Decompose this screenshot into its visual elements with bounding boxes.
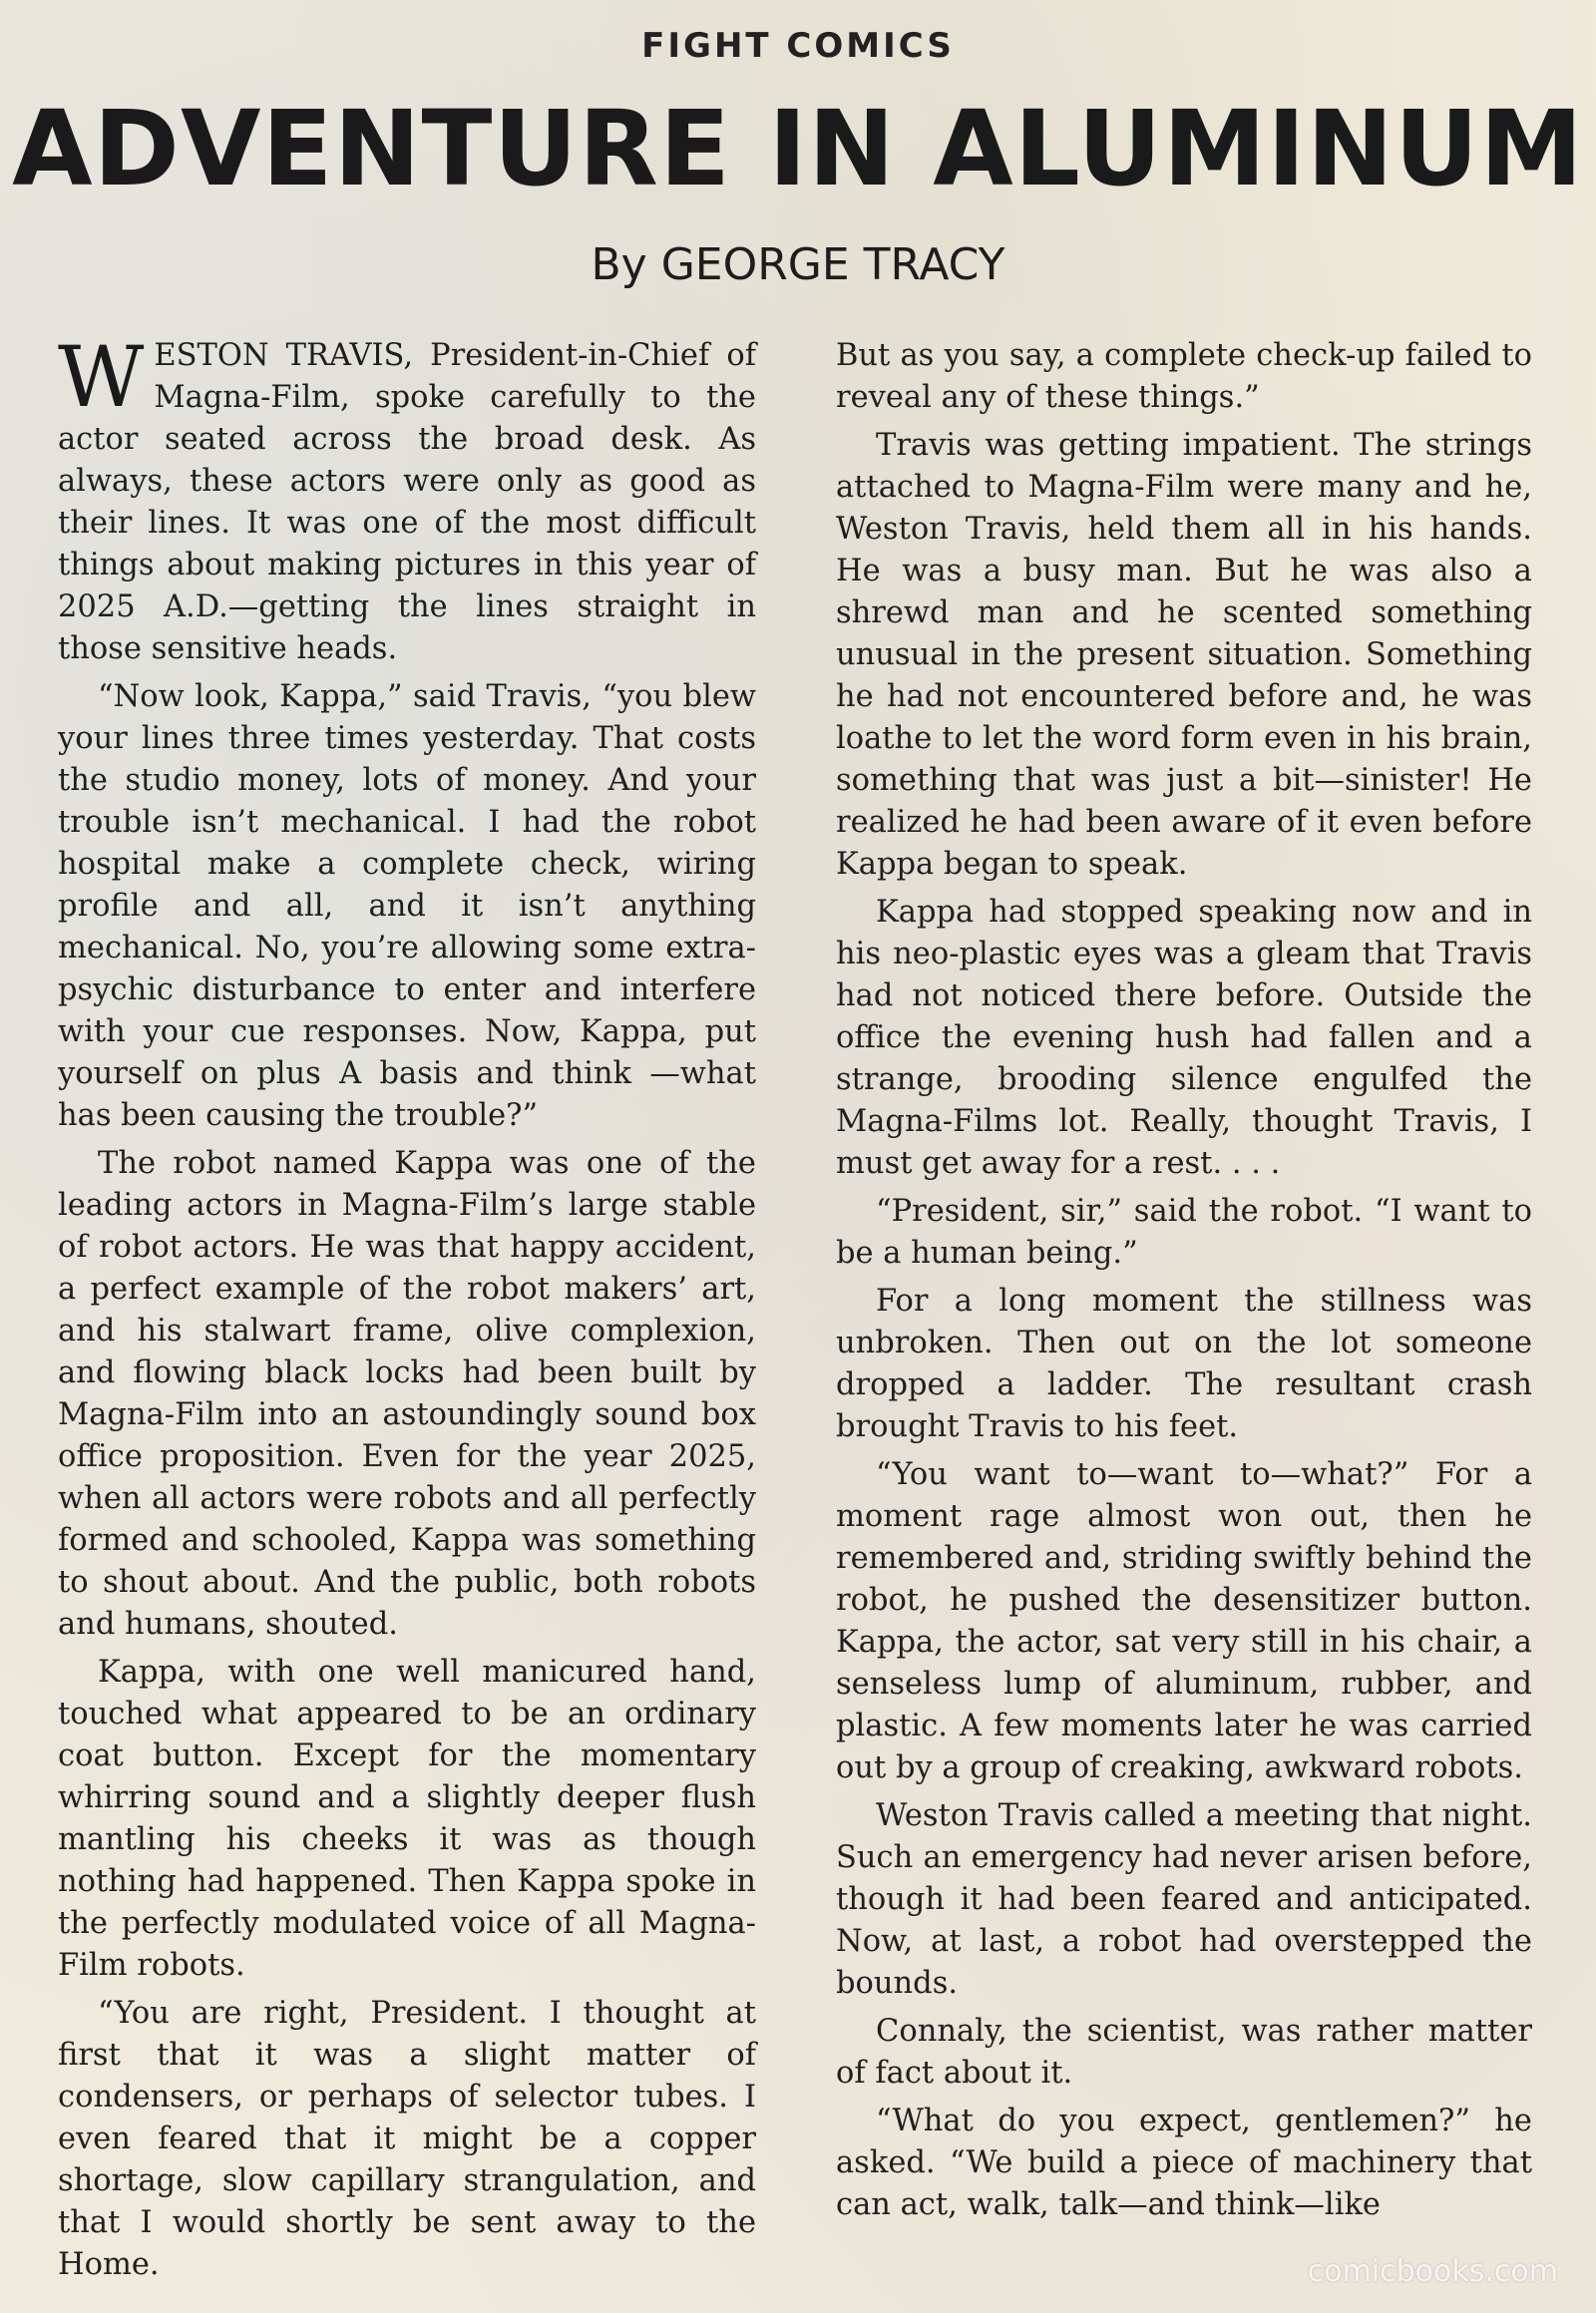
paragraph: For a long moment the stillness was unbroken. Then out on the lot someone dropped a ladder. The resultant crash brought Travis to his feet. [836,1284,1532,1444]
masthead: FIGHT COMICS [641,26,955,66]
paragraph: “Now look, Kappa,” said Travis, “you blew your lines three times yesterday. That costs the studio money, lots of money. And your trouble isn’t mechanical. I had the robot hospital make a complete check, wiring profile and all, and it isn’t anything mechanical. No, you’re allowing some extra-psychic disturbance to enter and interfere with your cue responses. Now, Kappa, put yourself on plus A basis and think —what has been causing the trouble?” [58,679,756,1133]
paragraph: “What do you expect, gentlemen?” he asked. “We build a piece of machinery that can act, walk, talk—and think—like [836,2104,1532,2222]
paragraph: Weston Travis called a meeting that night. Such an emergency had never arisen before, though it had been feared and anticipated. Now, at last, a robot had overstepped the bounds. [836,1798,1532,2001]
paragraph: But as you say, a complete check-up failed to reveal any of these things.” [836,338,1532,415]
paragraph: Kappa had stopped speaking now and in his neo-plastic eyes was a gleam that Travis had not noticed there before. Outside the office the evening hush had fallen and a strange, brooding silence engulfed the Magna-Films lot. Really, thought Travis, I must get away for a rest. . . . [836,895,1532,1181]
paragraph: Kappa, with one well manicured hand, touched what appeared to be an ordinary coat button. Except for the momentary whirring sound and a slightly deeper flush mantling his cheeks it was as though nothing had happened. Then Kappa spoke in the perfectly modulated voice of all Magna-Film robots. [58,1655,756,1983]
paragraph: Connaly, the scientist, was rather matter of fact about it. [836,2014,1532,2091]
left-column [58,328,756,2292]
paragraph: “President, sir,” said the robot. “I want to be a human being.” [836,1194,1532,1271]
paragraph-text: ESTON TRAVIS, President-in-Chief of Magna-Film, spoke carefully to the actor seated across the broad desk. As always, these actors were only as good as their lines. It was one of the most difficult things about making pictures in this year of 2025 A.D.—getting the lines straight in those sensitive heads. [58,338,756,666]
paragraph [58,328,756,670]
paragraph: Travis was getting impatient. The strings attached to Magna-Film were many and he, Weston Travis, held them all in his hands. He was a busy man. But he was also a shrewd man and he scented something unusual in the present situation. Something he had not encountered before and, he was loathe to let the word form even in his brain, something that was just a bit—sinister! He realized he had been aware of it even before Kappa began to speak. [836,428,1532,882]
paragraph: The robot named Kappa was one of the leading actors in Magna-Film’s large stable of robot actors. He was that happy accident, a perfect example of the robot makers’ art, and his stalwart frame, olive complexion, and flowing black locks had been built by Magna-Film into an astoundingly sound box office proposition. Even for the year 2025, when all actors were robots and all perfectly formed and schooled, Kappa was something to shout about. And the public, both robots and humans, shouted. [58,1146,756,1642]
story-title: ADVENTURE IN ALUMINUM [12,88,1584,209]
byline: By GEORGE TRACY [591,239,1005,290]
paragraph: “You are right, President. I thought at first that it was a slight matter of condensers, or perhaps of selector tubes. I even feared that it might be a copper shortage, slow capillary strangulation, and that I would shortly be sent away to the Home. [58,1996,756,2282]
right-column [836,335,1532,2232]
drop-cap: W [58,328,145,426]
watermark: comicbooks.com [1307,2254,1558,2289]
paragraph: “You want to—want to—what?” For a moment rage almost won out, then he remembered and, striding swiftly behind the robot, he pushed the desensitizer button. Kappa, the actor, sat very still in his chair, a senseless lump of aluminum, rubber, and plastic. A few moments later he was carried out by a group of creaking, awkward robots. [836,1457,1532,1785]
